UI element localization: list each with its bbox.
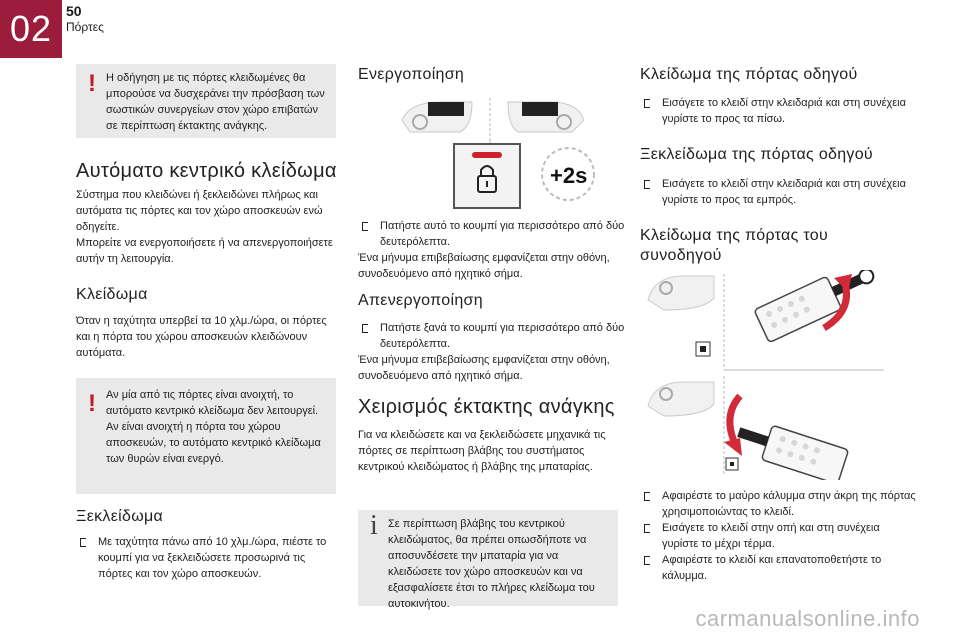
auto-lock-description — [76, 187, 338, 267]
chapter-number: 02 — [9, 8, 53, 49]
passenger-door-lock-illustration — [644, 270, 896, 480]
door-bottom-illustration — [648, 376, 849, 480]
warning-text — [106, 387, 328, 467]
unlock-heading: Ξεκλείδωμα — [76, 508, 164, 525]
warning-box-open-door — [76, 378, 336, 494]
unlock-bullet: Με ταχύτητα πάνω από 10 χλμ./ώρα, πιέστε το κουμπί για να ξεκλειδώσετε προσωρινά τις πόρτες και τον χώρο αποσκευών. — [76, 534, 338, 582]
activation-bullet: Πατήστε αυτό το κουμπί για περισσότερο από δύο δευτερόλεπτα. — [358, 218, 630, 250]
watermark: carmanualsonline.info — [695, 606, 920, 631]
warning-box-driving-locked — [76, 64, 336, 138]
warning-open-door: Αν μία από τις πόρτες είναι ανοιχτή, το αυτόματο κεντρικό κλείδωμα δεν λειτουργεί. — [106, 389, 319, 417]
deactivation-bullet: Πατήστε ξανά το κουμπί για περισσότερο από δύο δευτερόλεπτα. — [358, 320, 630, 352]
passenger-lock-heading: Κλείδωμα της πόρτας του συνοδηγού — [640, 227, 829, 264]
warning-text: Η οδήγηση με τις πόρτες κλειδωμένες θα μπορούσε να δυσχεράνει την πρόσβαση των σωστικών συνεργείων στον χώρο επιβατών σε περίπτωση έκτακτης ανάγκης. — [106, 72, 325, 132]
auto-lock-intro: Σύστημα που κλειδώνει ή ξεκλειδώνει πλήρως και αυτόματα τις πόρτες και τον χώρο αποσκευών ενώ οδηγείτε. — [76, 189, 323, 233]
timer-label: +2s — [550, 163, 588, 188]
dashboard-left-illustration — [402, 102, 472, 132]
activation-heading: Ενεργοποίηση — [358, 66, 465, 83]
lock-button — [454, 144, 520, 208]
warning-icon: ! — [88, 390, 96, 417]
passenger-bullet-replace-cover: Αφαιρέστε το κλειδί και επανατοποθετήστε το κάλυμμα. — [640, 552, 918, 584]
activation-note: Ένα μήνυμα επιβεβαίωσης εμφανίζεται στην οθόνη, συνοδευόμενο από ηχητικό σήμα. — [358, 252, 610, 280]
warning-open-boot: Αν είναι ανοιχτή η πόρτα του χώρου αποσκευών, το αυτόματο κεντρικό κλείδωμα των θυρών είναι ενεργό. — [106, 421, 321, 465]
deactivation-heading: Απενεργοποίηση — [358, 292, 483, 309]
lock-description: Όταν η ταχύτητα υπερβεί τα 10 χλμ./ώρα, οι πόρτες και η πόρτα του χώρου αποσκευών κλειδώνουν αυτόματα. — [76, 315, 327, 359]
driver-unlock-heading: Ξεκλείδωμα της πόρτας οδηγού — [640, 146, 873, 163]
chapter-tab — [0, 0, 62, 58]
section-name: Πόρτες — [66, 20, 104, 34]
section-title-auto-lock: Αυτόματο κεντρικό κλείδωμα — [76, 160, 337, 182]
driver-lock-heading: Κλείδωμα της πόρτας οδηγού — [640, 66, 858, 83]
door-top-illustration — [648, 270, 884, 370]
driver-lock-bullet: Εισάγετε το κλειδί στην κλειδαριά και στη συνέχεια γυρίστε το προς τα πίσω. — [640, 95, 918, 127]
passenger-bullet-insert-key: Εισάγετε το κλειδί στην οπή και στη συνέχεια γυρίστε το μέχρι τέρμα. — [640, 520, 918, 552]
passenger-bullet-remove-cover: Αφαιρέστε το μαύρο κάλυμμα στην άκρη της πόρτας χρησιμοποιώντας το κλειδί. — [640, 488, 918, 520]
dashboard-right-illustration — [508, 102, 584, 132]
deactivation-note: Ένα μήνυμα επιβεβαίωσης εμφανίζεται στην οθόνη, συνοδευόμενο από ηχητικό σήμα. — [358, 354, 610, 382]
warning-icon: ! — [88, 70, 96, 97]
info-box-battery — [358, 510, 618, 610]
info-icon: i — [370, 510, 378, 541]
emergency-heading: Χειρισμός έκτακτης ανάγκης — [358, 396, 615, 418]
page-number: 50 — [66, 3, 82, 19]
central-lock-button-illustration — [400, 96, 610, 212]
info-text: Σε περίπτωση βλάβης του κεντρικού κλειδώματος, θα πρέπει οπωσδήποτε να αποσυνδέσετε την μπαταρία για να κλειδώσετε τον χώρο αποσκευών και να εξασφαλίσετε έτσι το πλήρες κλείδωμα του αυτοκινήτου. — [388, 518, 595, 610]
emergency-description: Για να κλειδώσετε και να ξεκλειδώσετε μηχανικά τις πόρτες σε περίπτωση βλάβης του συστήματος κεντρικού κλειδώματος ή βλάβης της μπαταρίας. — [358, 429, 606, 473]
lock-heading: Κλείδωμα — [76, 286, 148, 303]
driver-unlock-bullet: Εισάγετε το κλειδί στην κλειδαριά και στη συνέχεια γυρίστε το προς τα εμπρός. — [640, 176, 918, 208]
auto-lock-enable-note: Μπορείτε να ενεργοποιήσετε ή να απενεργοποιήσετε αυτήν τη λειτουργία. — [76, 237, 333, 265]
